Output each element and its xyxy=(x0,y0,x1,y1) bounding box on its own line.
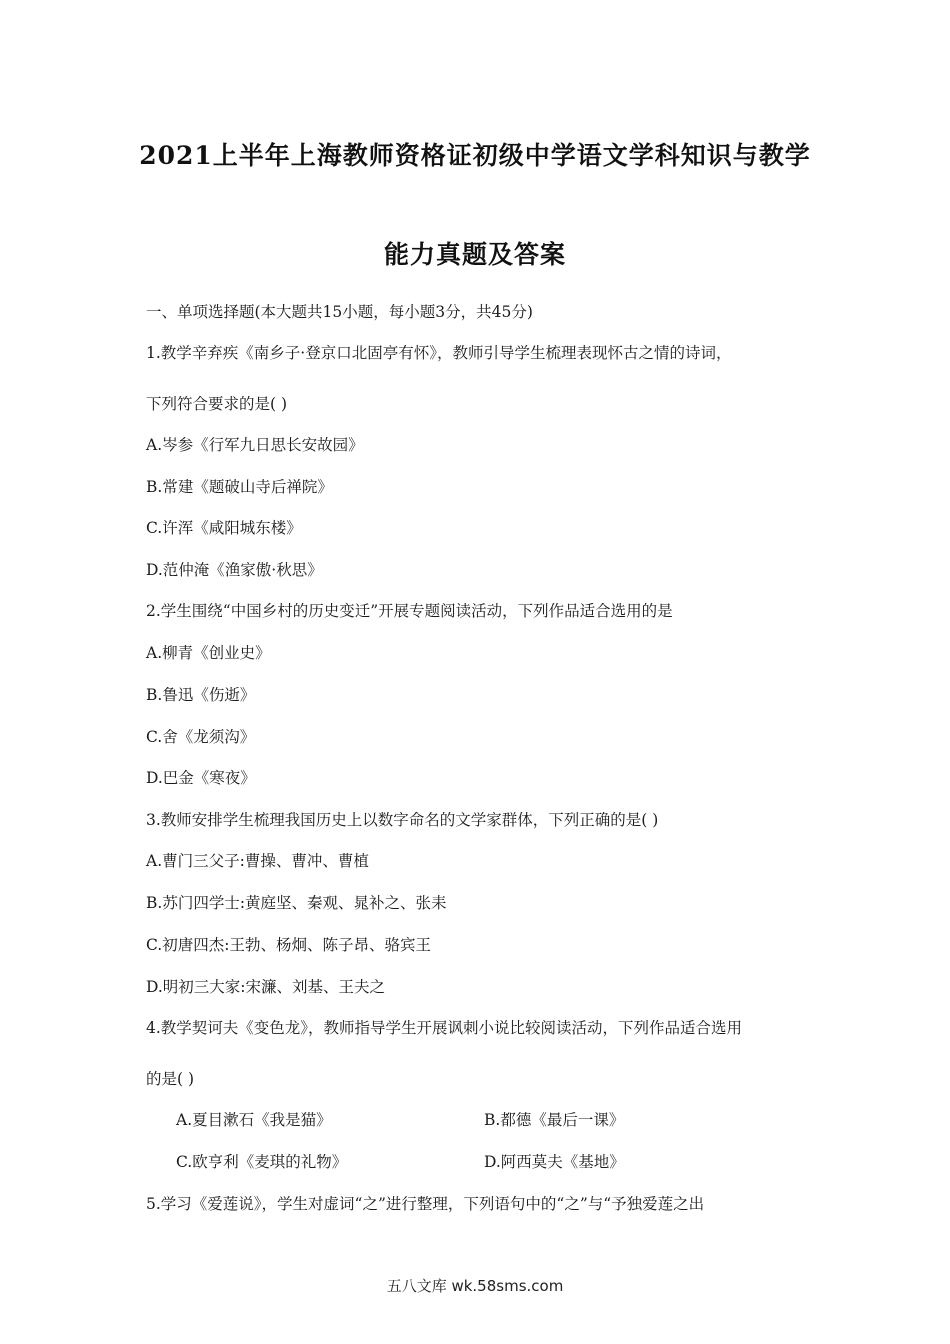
question-1-stem-cont: 下列符合要求的是( ) xyxy=(146,395,288,413)
question-2-option-a: A.柳青《创业史》 xyxy=(146,644,271,662)
question-1-option-a: A.岑参《行军九日思长安故园》 xyxy=(146,436,364,454)
question-1-stem: 1.教学辛弃疾《南乡子·登京口北固亭有怀》，教师引导学生梳理表现怀古之情的诗词， xyxy=(146,344,732,362)
question-5-stem: 5.学习《爱莲说》，学生对虚词“之”进行整理，下列语句中的“之”与“予独爱莲之出 xyxy=(146,1195,705,1213)
question-3-option-c: C.初唐四杰:王勃、杨炯、陈子昂、骆宾王 xyxy=(146,936,431,954)
question-3-option-a: A.曹门三父子:曹操、曹冲、曹植 xyxy=(146,852,369,870)
question-1-option-d: D.范仲淹《渔家傲·秋思》 xyxy=(146,561,323,579)
question-4-option-c: C.欧亨利《麦琪的礼物》 xyxy=(176,1153,348,1171)
document-title-line-2: 能力真题及答案 xyxy=(383,240,566,269)
question-2-stem: 2.学生围绕“中国乡村的历史变迁”开展专题阅读活动，下列作品适合选用的是 xyxy=(146,602,673,620)
question-4-option-a: A.夏目漱石《我是猫》 xyxy=(176,1111,332,1129)
question-3-stem: 3.教师安排学生梳理我国历史上以数字命名的文学家群体，下列正确的是( ) xyxy=(146,811,659,829)
document-title-line-1: 2021上半年上海教师资格证初级中学语文学科知识与教学 xyxy=(139,141,811,170)
question-1-option-c: C.许浑《咸阳城东楼》 xyxy=(146,519,302,537)
question-3-option-b: B.苏门四学士:黄庭坚、秦观、晁补之、张耒 xyxy=(146,894,447,912)
question-4-stem-cont: 的是( ) xyxy=(146,1070,195,1088)
question-4-option-b: B.都德《最后一课》 xyxy=(484,1111,625,1129)
question-3-option-d: D.明初三大家:宋濂、刘基、王夫之 xyxy=(146,978,386,996)
footer-watermark: 五八文库 wk.58sms.com xyxy=(386,1277,564,1295)
question-1-option-b: B.常建《题破山寺后禅院》 xyxy=(146,478,333,496)
question-4-stem: 4.教学契诃夫《变色龙》，教师指导学生开展讽刺小说比较阅读活动，下列作品适合选用 xyxy=(146,1019,743,1037)
question-4-option-d: D.阿西莫夫《基地》 xyxy=(484,1153,625,1171)
question-2-option-c: C.舍《龙须沟》 xyxy=(146,728,256,746)
section-heading: 一、单项选择题(本大题共15小题，每小题3分，共45分) xyxy=(146,303,533,321)
question-2-option-b: B.鲁迅《伤逝》 xyxy=(146,686,256,704)
question-2-option-d: D.巴金《寒夜》 xyxy=(146,769,256,787)
